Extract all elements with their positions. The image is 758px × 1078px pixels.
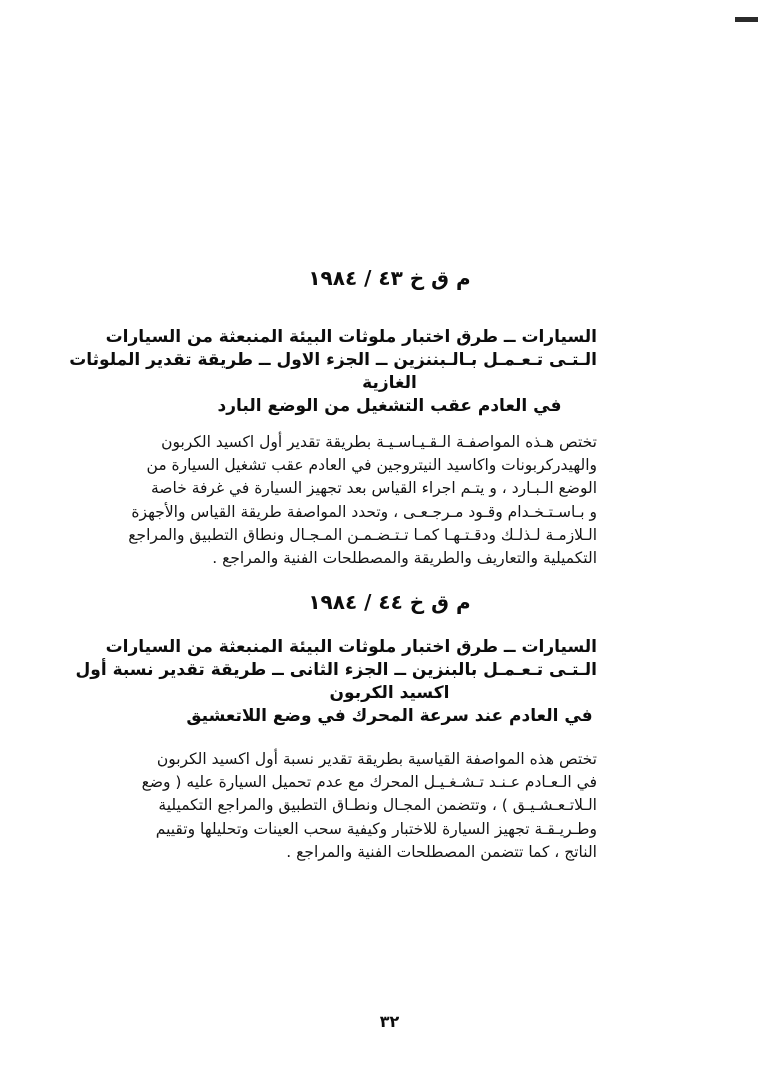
standard-title-line: الـتـى تـعـمـل بـالـبننزين ــ الجزء الاول ــ طريقة تقدير الملوثات [69, 350, 597, 370]
standard-title-line: في العادم عند سرعة المحرك في وضع اللاتعشيق [186, 706, 593, 726]
scan-artifact-mark [735, 17, 758, 22]
body-text-line: والهيدركربونات واكاسيد النيتروجين في العادم عقب تشغيل السيارة من [146, 456, 597, 475]
standard-scope-paragraph-1 [128, 431, 597, 570]
body-text-line: تختص هـذه المواصفـة الـقـيـاسـيـة بطريقة تقدير أول اكسيد الكربون [161, 433, 597, 451]
standard-title-1 [69, 326, 597, 418]
standard-code-heading-1: م ق خ ٤٣ / ١٩٨٤ [308, 266, 471, 290]
standard-title-line: الغازية [362, 373, 417, 393]
body-text-line: تختص هذه المواصفة القياسية بطريقة تقدير نسبة أول اكسيد الكربون [156, 750, 597, 768]
body-text-line: الناتج ، كما تتضمن المصطلحات الفنية والمراجع . [286, 842, 597, 861]
page-number: ٣٢ [379, 1012, 400, 1031]
standard-title-2 [75, 636, 597, 728]
body-text-line: الوضع الـبـارد ، و يتـم اجراء القياس بعد تجهيز السيارة في غرفة خاصة [151, 479, 597, 498]
body-text-line: وطـريـقـة تجهيز السيارة للاختبار وكيفية سحب العينات وتحليلها وتقييم [155, 819, 597, 838]
body-text-line: و بـاسـتـخـدام وقـود مـرجـعـى ، وتحدد المواصفة طريقة القياس والأجهزة [131, 502, 597, 521]
body-text-line: في الـعـادم عـنـد تـشـغـيـل المحرك مع عدم تحميل السيارة عليه ( وضع [141, 773, 597, 792]
standard-title-line: الـتـى تـعـمـل بالبنزين ــ الجزء الثانى ــ طريقة تقدير نسبة أول [75, 660, 597, 680]
standard-title-line: السيارات ــ طرق اختبار ملوثات البيئة المنبعثة من السيارات [105, 637, 597, 657]
standard-title-line: اكسيد الكربون [329, 683, 450, 703]
body-text-line: التكميلية والتعاريف والطريقة والمصطلحات الفنية والمراجع . [212, 549, 597, 568]
standard-title-line: السيارات ــ طرق اختبار ملوثات البيئة المنبعثة من السيارات [105, 327, 597, 347]
body-text-line: الـلازمـة لـذلـك ودقـتـهـا كمـا تـتـضـمـن المـجـال ونطاق التطبيق والمراجع [128, 525, 597, 544]
standard-title-line: في العادم عقب التشغيل من الوضع البارد [217, 396, 562, 416]
standard-code-heading-2: م ق خ ٤٤ / ١٩٨٤ [308, 590, 471, 614]
standard-scope-paragraph-2 [141, 748, 597, 864]
body-text-line: الـلاتـعـشـيـق ) ، وتتضمن المجـال ونطـاق التطبيق والمراجع التكميلية [158, 796, 597, 815]
